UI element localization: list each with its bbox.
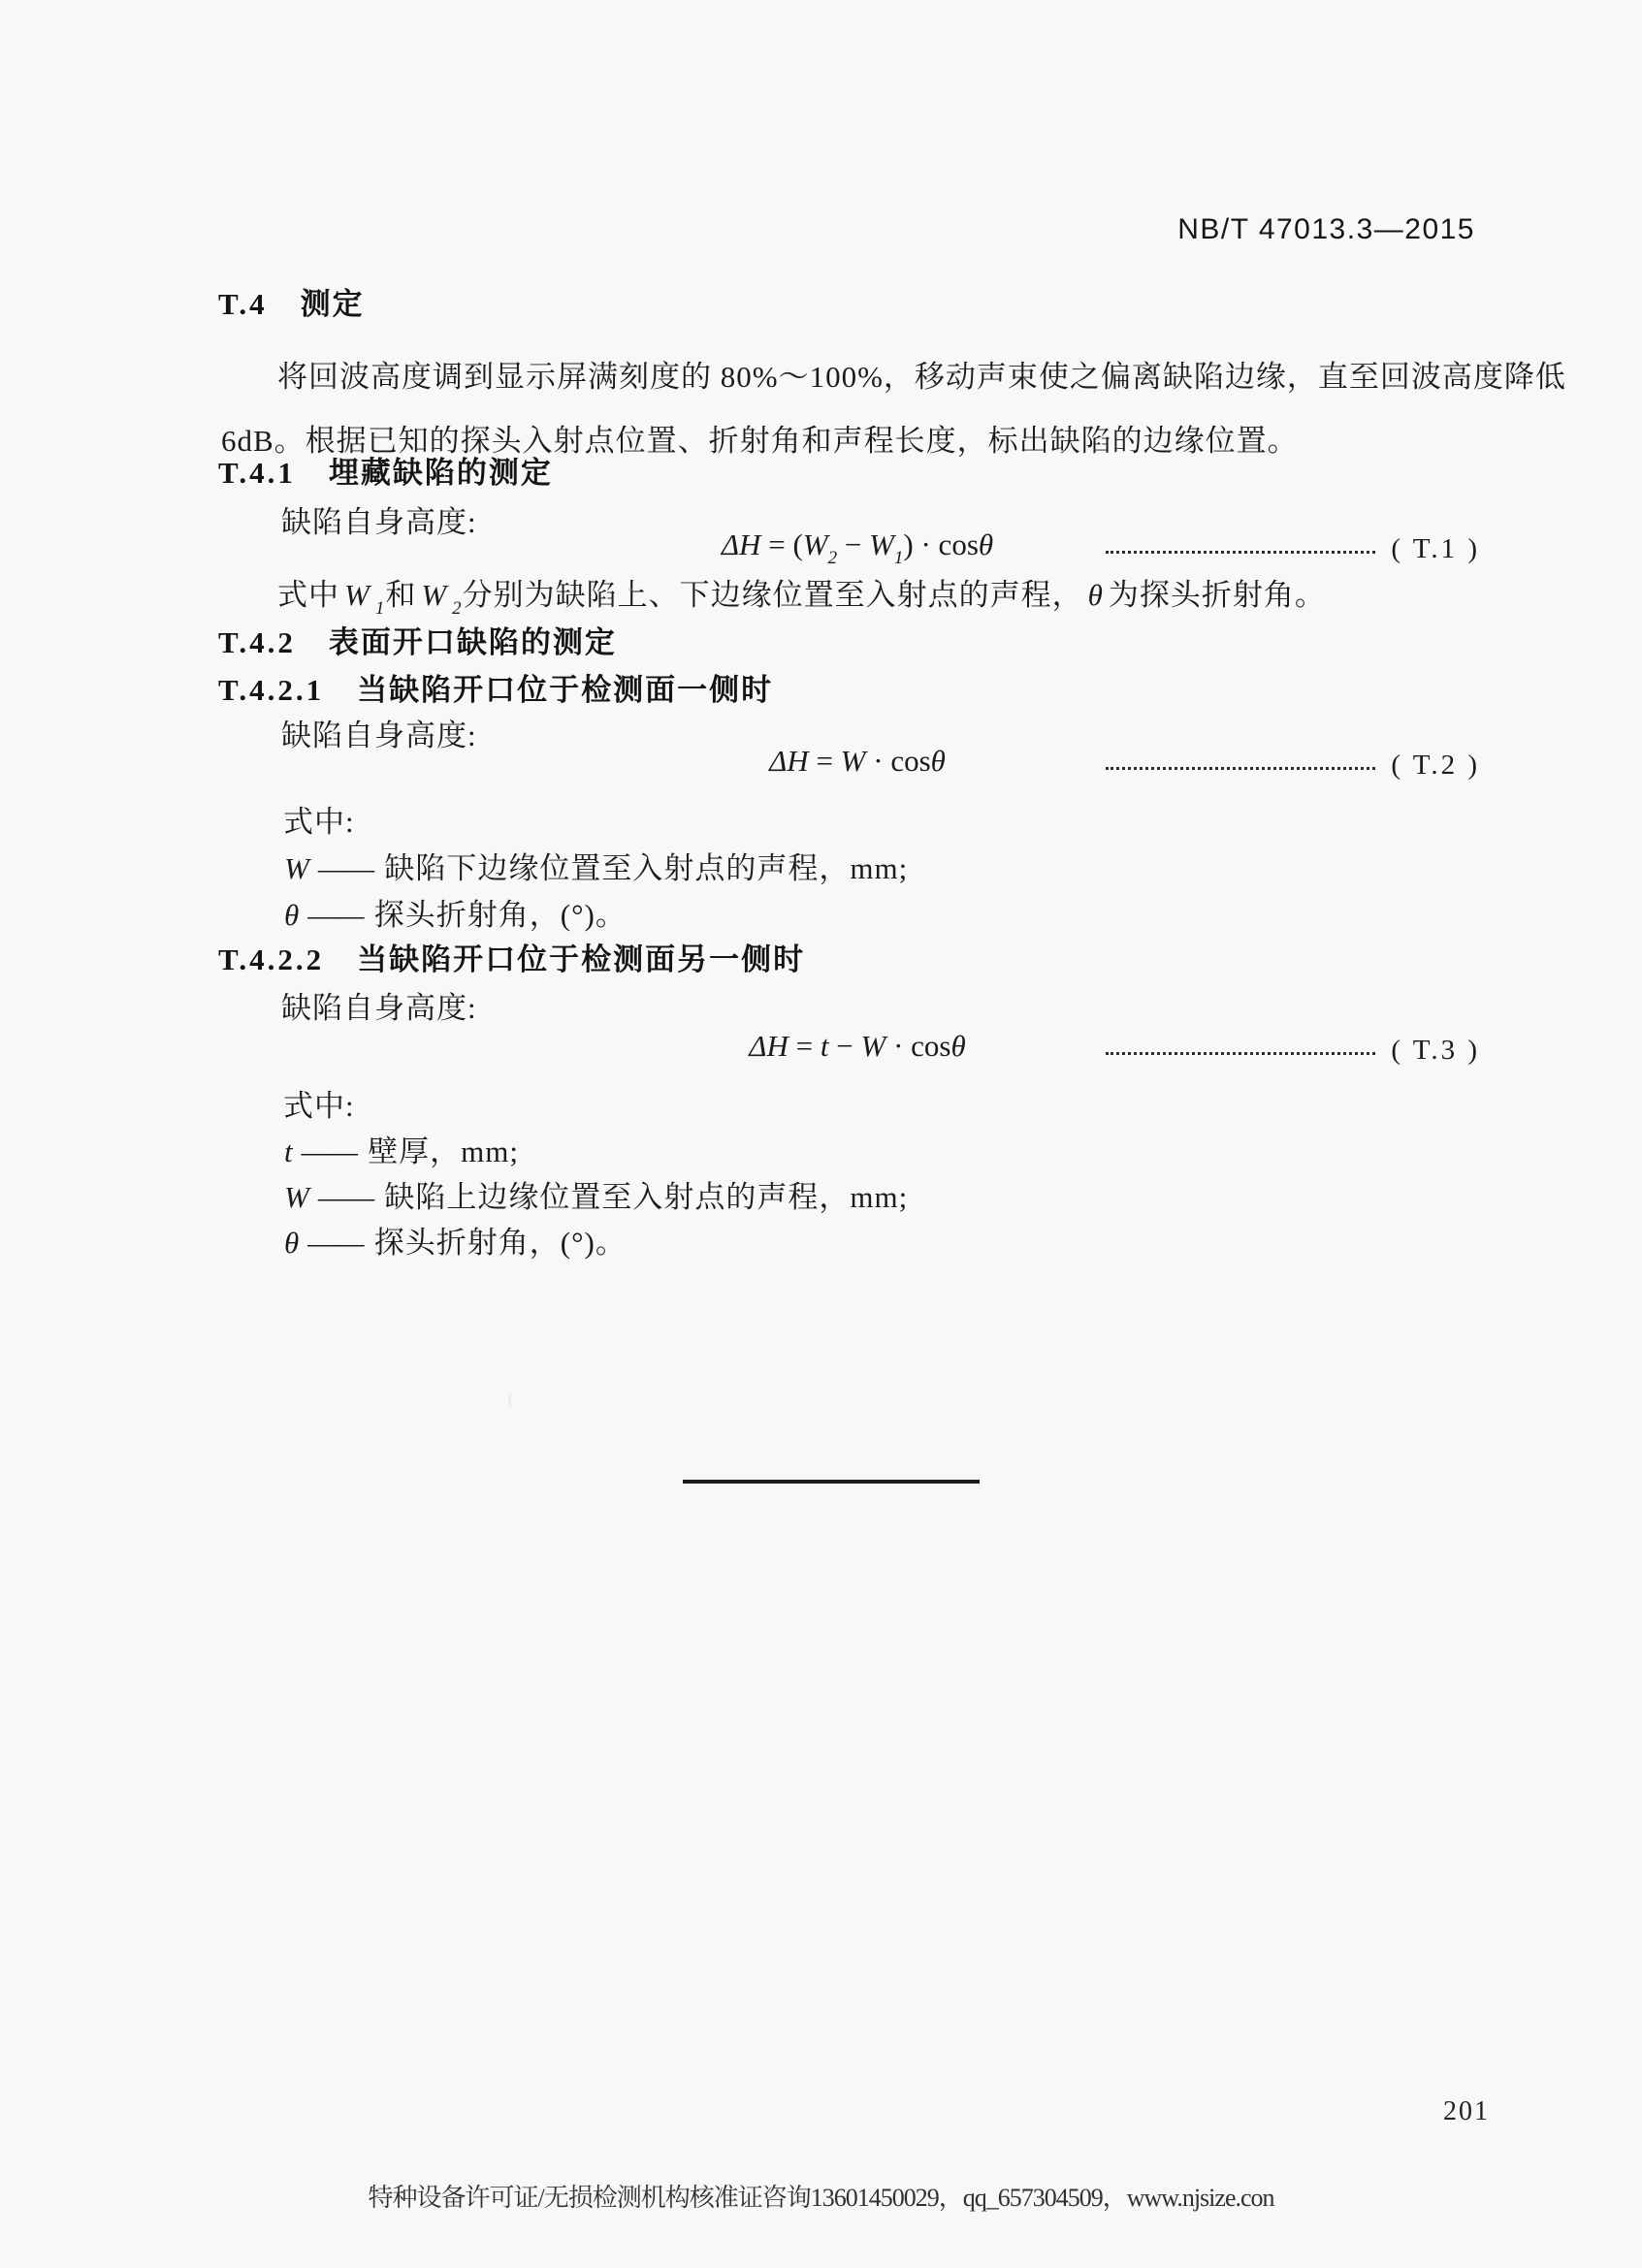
definition-line	[284, 1127, 519, 1170]
dotted-leader	[1106, 551, 1375, 554]
section-heading-t41	[218, 448, 553, 492]
section-title: 当缺陷开口位于检测面另一侧时	[357, 942, 806, 976]
dotted-leader	[1106, 767, 1375, 770]
defect-height-label: 缺陷自身高度:	[281, 719, 477, 752]
symbol: θ	[284, 1226, 301, 1260]
end-divider-rule	[683, 1480, 980, 1484]
section-title: 表面开口缺陷的测定	[328, 625, 617, 659]
definition-text: 探头折射角，(°)。	[373, 898, 627, 932]
section-title: 埋藏缺陷的测定	[328, 456, 553, 490]
formula-t2-row	[221, 740, 1494, 790]
section-number: T.4.2	[218, 625, 296, 659]
defect-height-label: 缺陷自身高度:	[281, 991, 477, 1025]
formula-t3-label: ( T.3 )	[1391, 1034, 1480, 1066]
em-dash: ——	[307, 898, 361, 932]
formula-t3-row	[221, 1025, 1494, 1075]
em-dash: ——	[317, 851, 371, 885]
standard-code-header: NB/T 47013.3—2015	[1177, 213, 1475, 245]
paragraph-line: 将回波高度调到显示屏满刻度的 80%～100%，移动声束使之偏离缺陷边缘，直至回波高度降低	[277, 360, 1566, 394]
definition-line	[284, 1172, 908, 1216]
formula-t2-label: ( T.2 )	[1391, 749, 1480, 781]
section-heading-t4	[218, 279, 365, 323]
scan-speck	[508, 1393, 511, 1407]
symbol: t	[284, 1134, 294, 1168]
section-heading-t42	[218, 618, 617, 661]
definition-text: 缺陷下边缘位置至入射点的声程，mm;	[384, 851, 909, 885]
scan-speck	[628, 588, 632, 591]
em-dash: ——	[307, 1226, 361, 1260]
formula-t2-tail	[1106, 740, 1480, 790]
where-label: 式中:	[283, 1089, 355, 1123]
section-title: 当缺陷开口位于检测面一侧时	[357, 673, 774, 707]
section-number: T.4	[218, 287, 268, 321]
definition-text: 缺陷上边缘位置至入射点的声程，mm;	[384, 1180, 909, 1214]
formula-t3-tail	[1106, 1025, 1480, 1075]
section-number: T.4.1	[218, 456, 296, 490]
section-number: T.4.2.2	[218, 942, 325, 976]
dotted-leader	[1106, 1052, 1375, 1055]
footer-watermark: 特种设备许可证/无损检测机构核准证咨询13601450029，qq_657304509，www.njsize.con	[368, 2184, 1274, 2212]
formula-t3-equation: ΔH = t − W · cosθ	[749, 1029, 966, 1063]
em-dash: ——	[301, 1134, 355, 1168]
formula-t2-equation: ΔH = W · cosθ	[769, 744, 946, 778]
em-dash: ——	[317, 1180, 371, 1214]
section-heading-t421	[218, 665, 773, 709]
definition-line	[284, 890, 627, 934]
paragraph-line: 6dB。根据已知的探头入射点位置、折射角和声程长度，标出缺陷的边缘位置。	[221, 424, 1299, 458]
where-label: 式中:	[283, 805, 355, 839]
definition-line	[284, 844, 908, 887]
formula-t1-row	[221, 524, 1494, 574]
section-heading-t422	[218, 935, 805, 978]
formula-t1-tail	[1106, 524, 1480, 574]
definition-line	[284, 1218, 627, 1262]
symbol: W	[284, 851, 310, 885]
definition-text: 探头折射角，(°)。	[373, 1226, 627, 1260]
formula-t1-equation: $\Delta H = (W_2 - W_1) \cdot \cos\theta$	[721, 527, 994, 568]
symbol: θ	[284, 898, 301, 932]
section-number: T.4.2.1	[218, 673, 325, 707]
symbol: W	[284, 1180, 310, 1214]
formula-t1-label: ( T.1 )	[1391, 532, 1480, 564]
defect-height-label: 缺陷自身高度:	[281, 505, 477, 539]
formula-t1-note: 式中 W $_1$和 W $_2$分别为缺陷上、下边缘位置至入射点的声程， θ 为探头折射角。	[277, 578, 1326, 619]
section-title: 测定	[300, 287, 365, 321]
definition-text: 壁厚，mm;	[368, 1134, 520, 1168]
page-number: 201	[1443, 2096, 1490, 2126]
